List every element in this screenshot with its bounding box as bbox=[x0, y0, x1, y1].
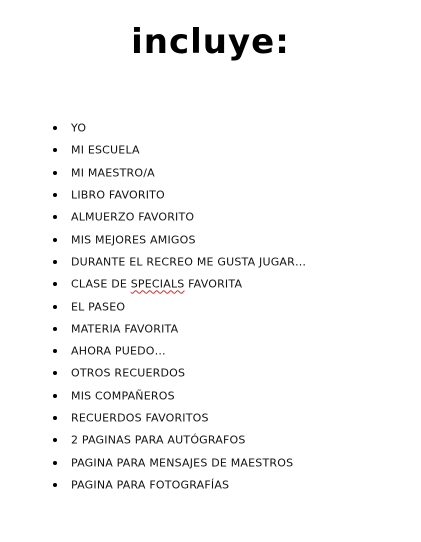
bullet-icon bbox=[53, 148, 57, 152]
list-item bbox=[0, 340, 421, 362]
list-item bbox=[0, 139, 421, 161]
page-title: incluye: bbox=[131, 22, 290, 62]
list-item-label: PAGINA PARA MENSAJES DE MAESTROS bbox=[71, 456, 294, 470]
list-item bbox=[0, 162, 421, 184]
list-item-label: MI MAESTRO/A bbox=[71, 166, 155, 180]
list-item-label: DURANTE EL RECREO ME GUSTA JUGAR… bbox=[71, 255, 307, 269]
list-item bbox=[0, 362, 421, 384]
bullet-icon bbox=[53, 282, 57, 286]
list-item-label: RECUERDOS FAVORITOS bbox=[71, 411, 209, 425]
bullet-icon bbox=[53, 215, 57, 219]
bullet-icon bbox=[53, 438, 57, 442]
list-item-label: LIBRO FAVORITO bbox=[71, 188, 165, 202]
list-item-label: PAGINA PARA FOTOGRAFÍAS bbox=[71, 478, 230, 492]
list-item bbox=[0, 407, 421, 429]
bullet-icon bbox=[53, 126, 57, 130]
list-item-label: MI ESCUELA bbox=[71, 143, 140, 157]
bullet-icon bbox=[53, 371, 57, 375]
label-part-before: CLASE DE bbox=[71, 277, 131, 291]
bullet-icon bbox=[53, 260, 57, 264]
label-part-after: FAVORITA bbox=[184, 277, 243, 291]
list-item-label: YO bbox=[71, 121, 87, 135]
list-item-label: 2 PAGINAS PARA AUTÓGRAFOS bbox=[71, 433, 246, 447]
list-item bbox=[0, 451, 421, 473]
list-item bbox=[0, 228, 421, 250]
bullet-icon bbox=[53, 193, 57, 197]
includes-list bbox=[0, 117, 421, 496]
bullet-icon bbox=[53, 238, 57, 242]
bullet-icon bbox=[53, 349, 57, 353]
list-item-label: MIS MEJORES AMIGOS bbox=[71, 233, 196, 247]
list-item bbox=[0, 117, 421, 139]
list-item-label: EL PASEO bbox=[71, 300, 126, 314]
list-item-label: AHORA PUEDO… bbox=[71, 344, 166, 358]
list-item bbox=[0, 474, 421, 496]
bullet-icon bbox=[53, 327, 57, 331]
list-item bbox=[0, 206, 421, 228]
bullet-icon bbox=[53, 461, 57, 465]
bullet-icon bbox=[53, 394, 57, 398]
list-item bbox=[0, 184, 421, 206]
bullet-icon bbox=[53, 171, 57, 175]
bullet-icon bbox=[53, 305, 57, 309]
list-item bbox=[0, 295, 421, 317]
list-item-label: ALMUERZO FAVORITO bbox=[71, 210, 195, 224]
bullet-icon bbox=[53, 483, 57, 487]
list-item-label bbox=[71, 278, 242, 291]
list-item bbox=[0, 273, 421, 295]
list-item bbox=[0, 251, 421, 273]
spellcheck-word: SPECIALS bbox=[130, 277, 185, 291]
bullet-icon bbox=[53, 416, 57, 420]
list-item-label: MIS COMPAÑEROS bbox=[71, 389, 175, 403]
list-item-label: MATERIA FAVORITA bbox=[71, 322, 179, 336]
list-item bbox=[0, 318, 421, 340]
list-item-label: OTROS RECUERDOS bbox=[71, 366, 186, 380]
list-item bbox=[0, 429, 421, 451]
list-item bbox=[0, 385, 421, 407]
